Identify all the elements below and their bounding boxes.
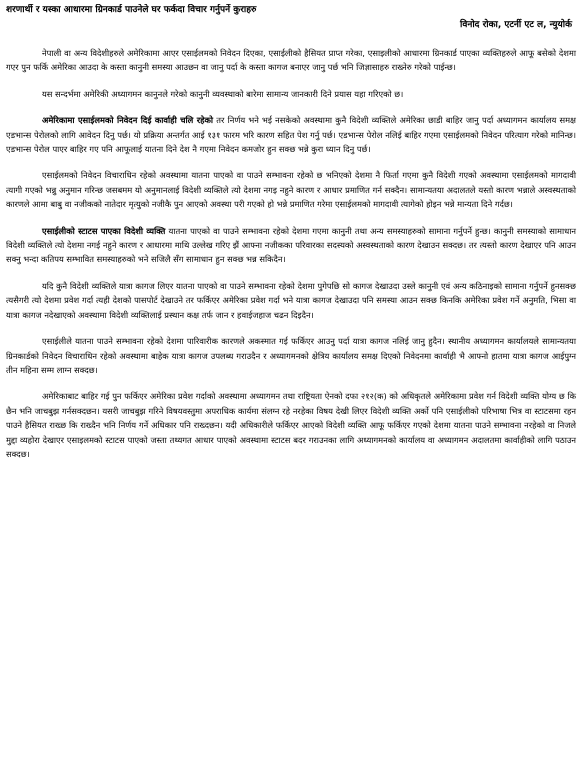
paragraph — [6, 113, 576, 156]
paragraph-lead: अमेरिकामा एसाईलमको निवेदन दिई कार्वाही चलि रहेको — [42, 115, 214, 126]
paragraph-text: तर निर्णय भने भई नसकेको अवस्थामा कुनै विदेशी व्यक्तिले अमेरिका छाडी बाहिर जानु पर्दा अध्यागमन कार्यालय समक्ष एडभान्स पेरोलको लागि आवेदन दिनु पर्छ। यो प्रक्रिया अन्तर्गत आई १३१ फारम भरि कारण सहित पेश गर्नु पर्छ। एडभान्स पेरोल नलिई बाहिर गएमा एसाईलमको निवेदन परित्याग गरेको मानिन्छ। एडभान्स पेरोल पाएर बाहिर गए पनि आफूलाई यातना दिने देश नै गएमा निवेदन कमजोर हुन सक्छ भन्ने कुरा ध्यान दिनु पर्छ। — [6, 115, 577, 155]
paragraph-text: यस सन्दर्भमा अमेरिकी अध्यागमन कानुनले गरेको कानुनी व्यवस्थाको बारेमा सामान्य जानकारी दिने प्रयास यहा गरिएको छ। — [42, 88, 404, 99]
paragraph — [6, 87, 576, 101]
paragraph — [6, 279, 576, 322]
paragraph-text: नेपाली वा अन्य विदेशीहरुले अमेरिकामा आएर एसाईलमको निवेदन दिएका, एसाईलीको हैसियत प्राप्त गरेका, एसाइलीको आधारमा ग्रिनकार्ड पाएका व्यक्तिहरुले आफू बसेको देशमा गएर पुन फर्कि अमेरिका आउदा के कस्ता कानुनी समस्या आउछन वा जानु पर्दा के कस्ता कागज बनाएर जानु पर्छ भनि जिज्ञासाहरु राख्नेरु गरेको पाईन्छ। — [6, 48, 576, 73]
paragraph — [6, 224, 576, 267]
paragraph — [6, 389, 576, 461]
paragraph-text: यदि कुनै विदेशी व्यक्तिले यात्रा कागज लिएर यातना पाएको वा पाउने सम्भावना रहेको देशमा पुगेपछि सो कागज देखाउदा उस्ले कानुनी एवं अन्य कठिनाइको सामाना गर्नुपर्ने हुनसक्छ त्यसैगरी त्यो देशमा प्रवेश गर्दा त्यही देशको पासपोर्ट देखाउने तर फर्किएर अमेरिका प्रवेश गर्दा भने यात्रा कागज देखाउदा पनि समस्या आउन सक्छ किनकि अमेरिका प्रवेश गर्ने अनुमति, भिसा वा यात्रा कागज नदेखाएको अवस्थामा विदेशी व्यक्तिलाई प्रस्थान कक्ष तर्फ जान र हवाईजहाज चढन दिइदैन। — [6, 280, 576, 320]
paragraph — [6, 168, 576, 211]
document-title: शरणार्थी र यस्का आधारमा ग्रिनकार्ड पाउनेले घर फर्कदा विचार गर्नुपर्ने कुराहरु — [6, 5, 257, 15]
paragraph-text: यातना पाएको वा पाउने सम्भावना रहेको देशमा गएमा कानुनी तथा अन्य समस्याहरुको सामाना गर्नुपर्ने हुन्छ। कानुनी समस्याको सामाधान विदेशी व्यक्तिले त्यो देशमा नगई नहुने कारण र आधारमा माथि उल्लेख गरिए झैं आफ्ना नजीकका परिवारका सदस्यको अस्वस्थताको कारण देखाउन सक्दछ। तर त्यस्तो कारण देखाएर पनि आउन सक्नु भन्दा कतिपय सम्भावित समस्याहरुको भने सजिलै सँग सामाधान हुन सक्छ भन्न सकिदैन। — [6, 225, 576, 265]
paragraph — [6, 334, 576, 377]
paragraph-text: अमेरिकाबाट बाहिर गई पुन फर्किएर अमेरिका प्रवेश गर्दाको अवस्थामा अध्यागमन तथा राष्ट्रियता ऐनको दफा २१२(क) को अधिकृतले अमेरिकामा प्रवेश गर्न विदेशी व्यक्ति योग्य छ कि छैन भनि जाचबुझ गर्नसक्दछन। यसरी जाचबुझ गरिने विषयवस्तुमा अपराधिक कार्यमा संलग्न रहे नरहेका विषय देखी लिएर विदेशी व्यक्ति अर्को पनि एसाईलीको परिभाषा भित्र वा स्टाटसमा रहन पाउने हैसियत राख्छ कि राख्दैन भनि निर्णय गर्ने अधिकार पनि राख्दछन। यदी अधिकारीले फर्किएर आएको विदेशी व्यक्ति आफू फर्किएर गएको देशमा यातना पाउने सम्भावना नरहेको वा निजले मुद्दा व्यहोरा देखाएर एसाइलमको स्टाटस पाएको जस्ता तथ्यगत आधार पाएको अवस्थामा स्टाटस बदर गराउनका लागि अध्यागमनको कार्यालय वा अध्यागमन अदालतमा कार्वाहीको लागि पठाउन सक्दछ। — [6, 391, 576, 459]
author-byline: विनोद रोका, एटर्नी एट ल, न्युयोर्क — [460, 20, 572, 30]
paragraph-text: एसाईलीले यातना पाउने सम्भावना रहेको देशमा पारिवारीक कारणले अकस्मात गई फर्किएर आउनु पर्दा यात्रा कागज नलिई जानु हुदैन। स्थानीय अध्यागमन कार्यालयले सामान्यतया ग्रिनकार्डको निवेदन विचाराधिन रहेको अवस्थामा बाहेक यात्रा कागज उपलब्ध गराउदैन र अध्यागमनको क्षेत्रिय कार्यालय समक्ष दिएको निवेदनमा कार्वाही भै आफ्नो हातमा यात्रा कागज आईपुग्न तीन महिना सम्म लाग्न सक्दछ। — [6, 336, 576, 375]
paragraph-lead: एसाईलीको स्टाटस पाएका विदेशी व्यक्ति — [42, 225, 166, 236]
paragraph-text: एसाईलमको निवेदन विचाराधिन रहेको अवस्थामा यातना पाएको वा पाउने सम्भावना रहेको छ भनिएको देशमा नै फिर्ता गएमा कुनै विदेशी गएको अवस्थामा एसाईलमको मागदावी त्यागी गएको भन्नु अनुमान गरिन्छ जसबमम यो अनुमानलाई विदेशी व्यक्तिले त्यो देशमा नगइ नहुने कारण र आधार प्रमाणित गर्न सक्दैन। सामान्यतया अदालतले यस्तो कारण भन्नाले अस्वस्थताको कारणले आमा बाबु वा नजीकको नातेदार मृत्युको नजीकै पुन आएको अवस्था परी गएको हो भन्ने प्रमाणित गरेमा एसाईलमको मागदावी त्यागेको होइन भन्ने मान्यता दिने गर्दछ। — [6, 170, 576, 210]
paragraph — [6, 46, 576, 75]
